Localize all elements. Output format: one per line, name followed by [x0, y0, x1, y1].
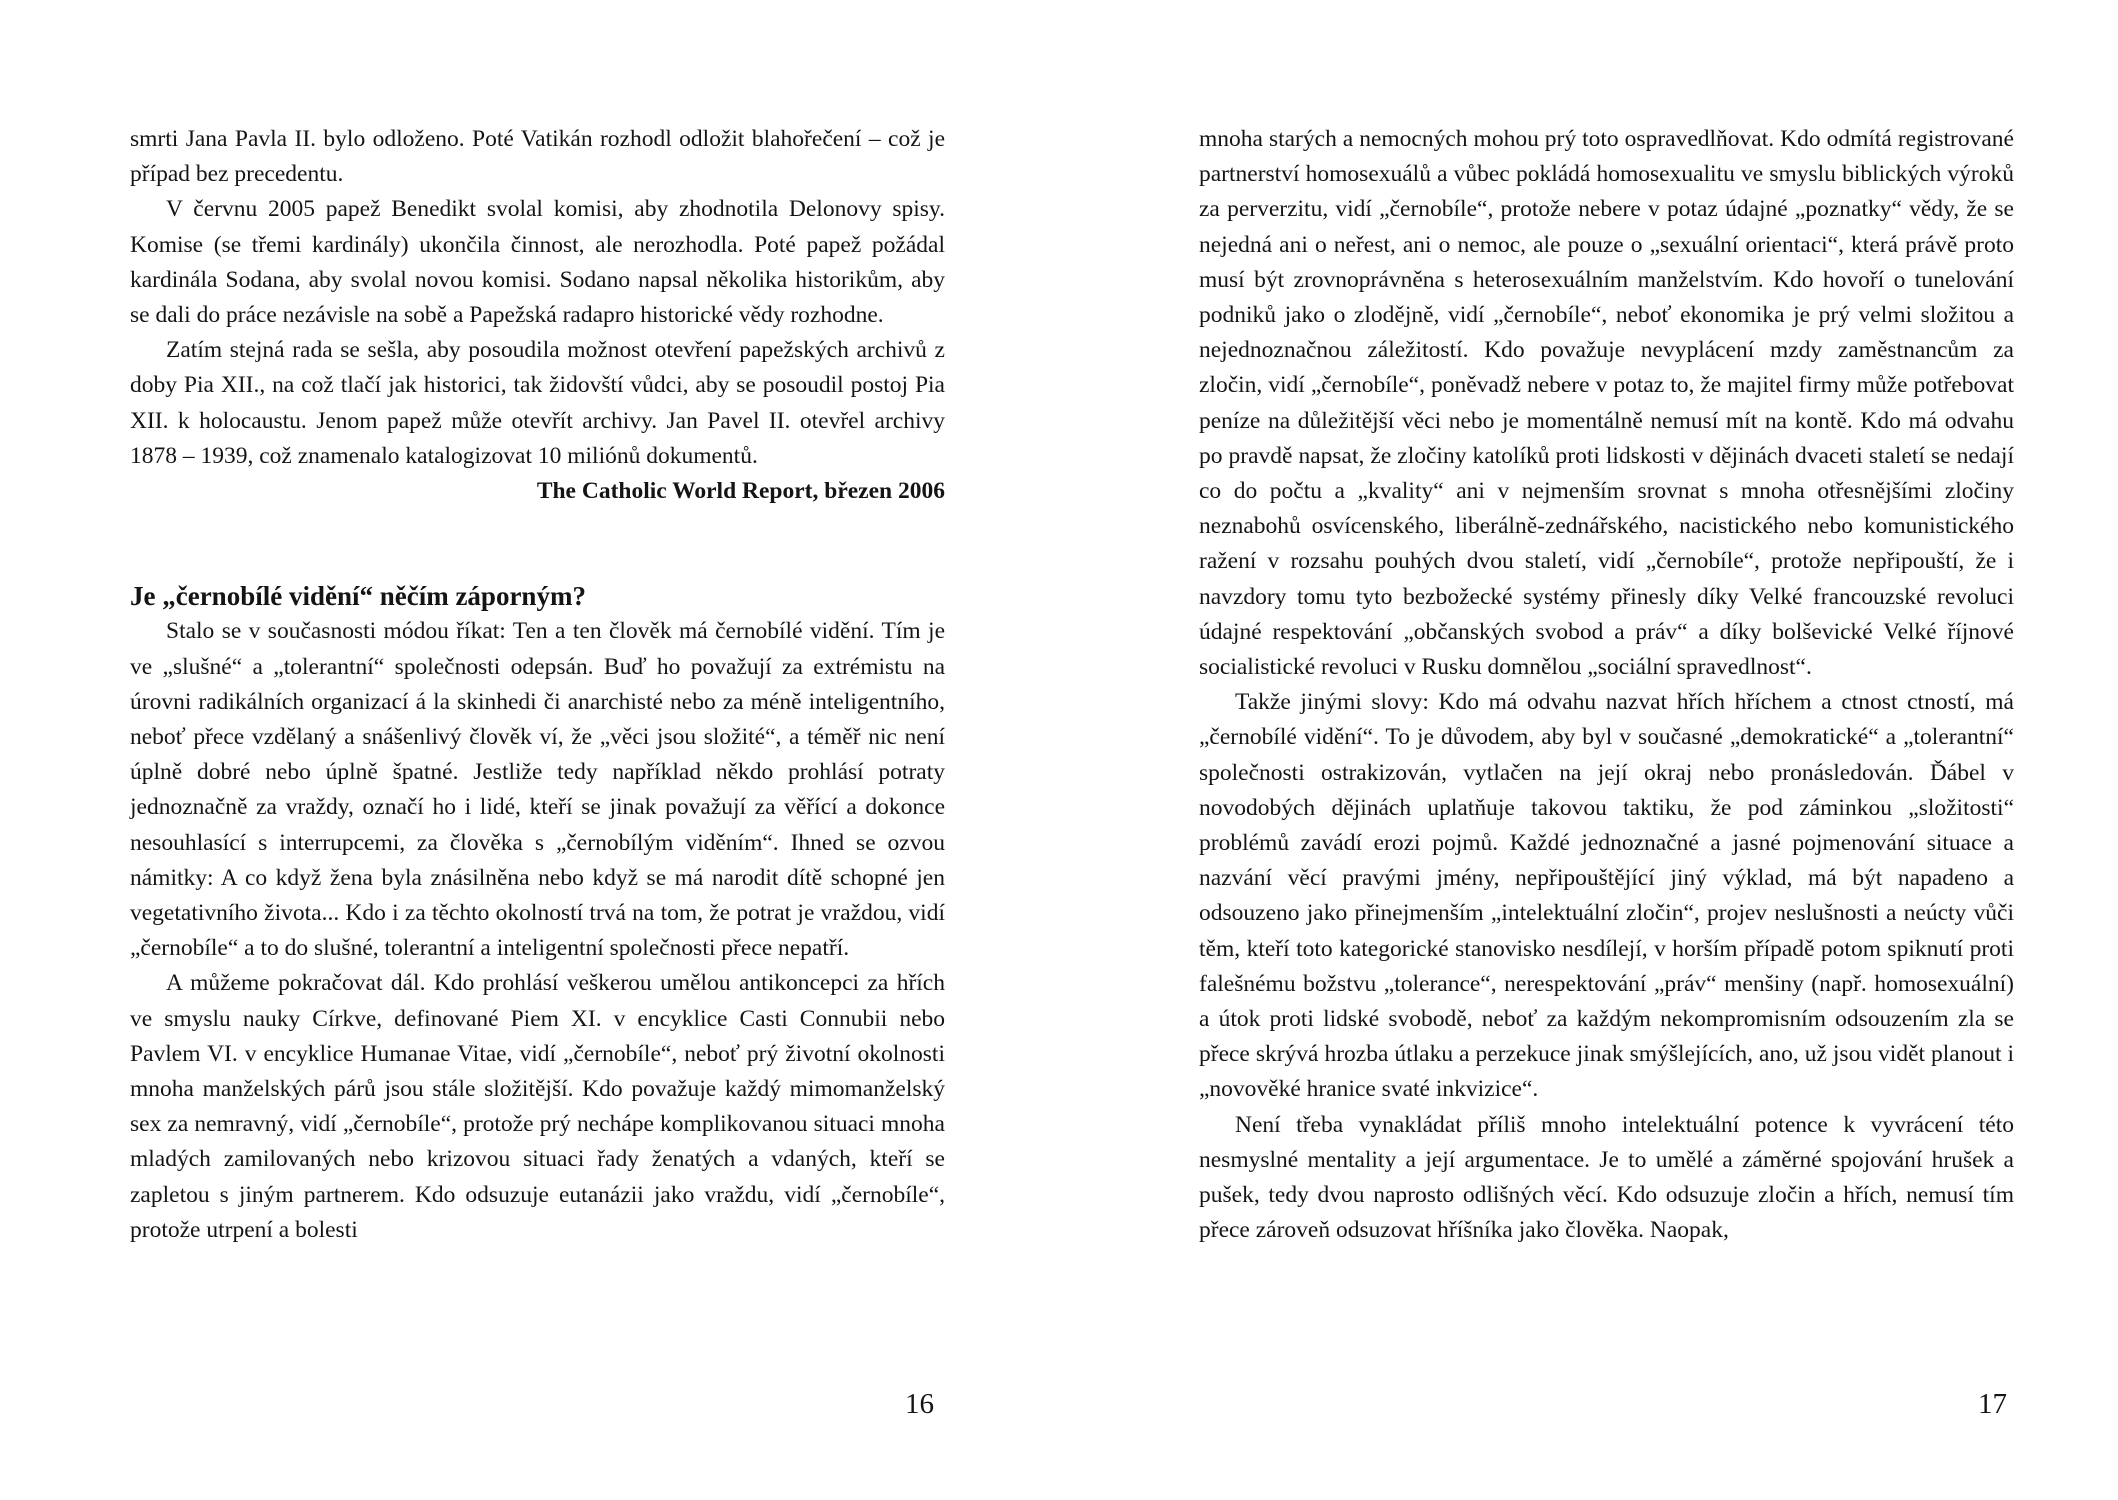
right-page — [1199, 122, 2014, 1249]
left-paragraph-2: V červnu 2005 papež Benedikt svolal komisi, aby zhodnotila Delonovy spisy. Komise (se třemi kardinály) ukončila činnost, ale nerozhodla. Poté papež požádal kardinála Sodana, aby svolal novou komisi. Sodano napsal několika historikům, aby se dali do práce nezávisle na sobě a Papežská radapro historické vědy rozhodne. — [130, 196, 945, 329]
left-paragraph-4: Stalo se v současnosti módou říkat: Ten a ten člověk má černobílé vidění. Tím je ve „slušné“ a „tolerantní“ společnosti odepsán. Buď ho považují za extrémistu na úrovni radikálních organizací á la skinhedi či anarchisté nebo za méně inteligentního, neboť přece vzdělaný a snášenlivý člověk ví, že „věci jsou složité“, a téměř nic není úplně dobré nebo úplně špatné. Jestliže tedy například někdo prohlásí potraty jednoznačně za vraždy, označí ho i lidé, kteří se jinak považují za věřící a dokonce nesouhlasící s interrupcemi, za člověka s „černobílým viděním“. Ihned se ozvou námitky: A co když žena byla znásilněna nebo když se má narodit dítě schopné jen vegetativního života... Kdo i za těchto okolností trvá na tom, že potrat je vraždou, vidí „černobíle“ a to do slušné, tolerantní a inteligentní společnosti přece nepatří. — [130, 618, 945, 962]
right-paragraph-3: Není třeba vynakládat příliš mnoho intelektuální potence k vyvrácení této nesmyslné mentality a její argumentace. Je to umělé a záměrné spojování hrušek a pušek, tedy dvou naprosto odlišných věcí. Kdo odsuzuje zločin a hřích, nemusí tím přece zároveň odsuzovat hříšníka jako člověka. Naopak, — [1199, 1111, 2014, 1244]
section-spacer — [130, 509, 945, 579]
page-number-left: 16 — [905, 1388, 934, 1420]
left-page — [130, 122, 945, 1248]
right-paragraph-2: Takže jinými slovy: Kdo má odvahu nazvat hřích hříchem a ctnost ctností, má „černobílé vidění“. To je důvodem, aby byl v současné „demokratické“ a „tolerantní“ společnosti ostrakizován, vytlačen na její okraj nebo pronásledován. Ďábel v novodobých dějinách uplatňuje takovou taktiku, že pod záminkou „složitosti“ problémů zavádí erozi pojmů. Každé jednoznačné a jasné pojmenování situace a nazvání věcí pravými jmény, nepřipouštějící jiný výklad, má být napadeno a odsouzeno jako přinejmenším „intelektuální zločin“, projev neslušnosti a neúcty vůči těm, kteří toto kategorické stanovisko nesdílejí, v horším případě potom spiknutí proti falešnému božstvu „tolerance“, nerespektování „práv“ menšiny (např. homosexuální) a útok proti lidské svobodě, neboť za každým nekompromisním odsouzením zla se přece skrývá hrozba útlaku a perzekuce jinak smýšlejících, ano, už jsou vidět planout i „novověké hranice svaté inkvizice“. — [1199, 689, 2014, 1103]
left-paragraph-3: Zatím stejná rada se sešla, aby posoudila možnost otevření papežských archivů z doby Pia XII., na což tlačí jak historici, tak židovští vůdci, aby se posoudil postoj Pia XII. k holocaustu. Jenom papež může otevřít archivy. Jan Pavel II. otevřel archivy 1878 – 1939, což znamenalo katalogizovat 10 miliónů dokumentů. — [130, 337, 945, 469]
source-citation: The Catholic World Report, březen 2006 — [536, 478, 945, 505]
page-number-right: 17 — [1978, 1388, 2007, 1420]
left-paragraph-5: A můžeme pokračovat dál. Kdo prohlásí veškerou umělou antikoncepci za hřích ve smyslu nauky Církve, definované Piem XI. v encyklice Casti Connubii nebo Pavlem VI. v encyklice Humanae Vitae, vidí „černobíle“, neboť prý životní okolnosti mnoha manželských párů jsou stále složitější. Kdo považuje každý mimomanželský sex za nemravný, vidí „černobíle“, protože prý nechápe komplikovanou situaci mnoha mladých zamilovaných nebo krizovou situaci řady ženatých a vdaných, kteří se zapletou s jiným partnerem. Kdo odsuzuje eutanázii jako vraždu, vidí „černobíle“, protože utrpení a bolesti — [130, 970, 945, 1243]
section-heading: Je „černobílé vidění“ něčím záporným? — [130, 581, 586, 612]
left-paragraph-1: smrti Jana Pavla II. bylo odloženo. Poté Vatikán rozhodl odložit blahořečení – což je případ bez precedentu. — [130, 126, 945, 188]
right-paragraph-1: mnoha starých a nemocných mohou prý toto ospravedlňovat. Kdo odmítá registrované partnerství homosexuálů a vůbec pokládá homosexualitu ve smyslu biblických výroků za perverzitu, vidí „černobíle“, protože nebere v potaz údajné „poznatky“ vědy, že se nejedná ani o neřest, ani o nemoc, ale pouze o „sexuální orientaci“, která právě proto musí být zrovnoprávněna s heterosexuálním manželstvím. Kdo hovoří o tunelování podniků jako o zlodějně, vidí „černobíle“, neboť ekonomika je prý velmi složitou a nejednoznačnou záležitostí. Kdo považuje nevyplácení mzdy zaměstnancům za zločin, vidí „černobíle“, poněvadž nebere v potaz to, že majitel firmy může potřebovat peníze na důležitější věci nebo je momentálně nemusí mít na kontě. Kdo má odvahu po pravdě napsat, že zločiny katolíků proti lidskosti v dějinách dvaceti staletí se nedají co do počtu a „kvality“ ani v nejmenším srovnat s mnoha otřesnějšími zločiny neznabohů osvícenského, liberálně-zednářského, nacistického nebo komunistického ražení v rozsahu pouhých dvou staletí, vidí „černobíle“, protože nepřipouští, že i navzdory tomu tyto bezbožecké systémy přinesly díky Velké francouzské revoluci údajné respektování „občanských svobod a práv“ a díky bolševické Velké říjnové socialistické revoluci v Rusku domnělou „sociální spravedlnost“. — [1199, 126, 2014, 681]
